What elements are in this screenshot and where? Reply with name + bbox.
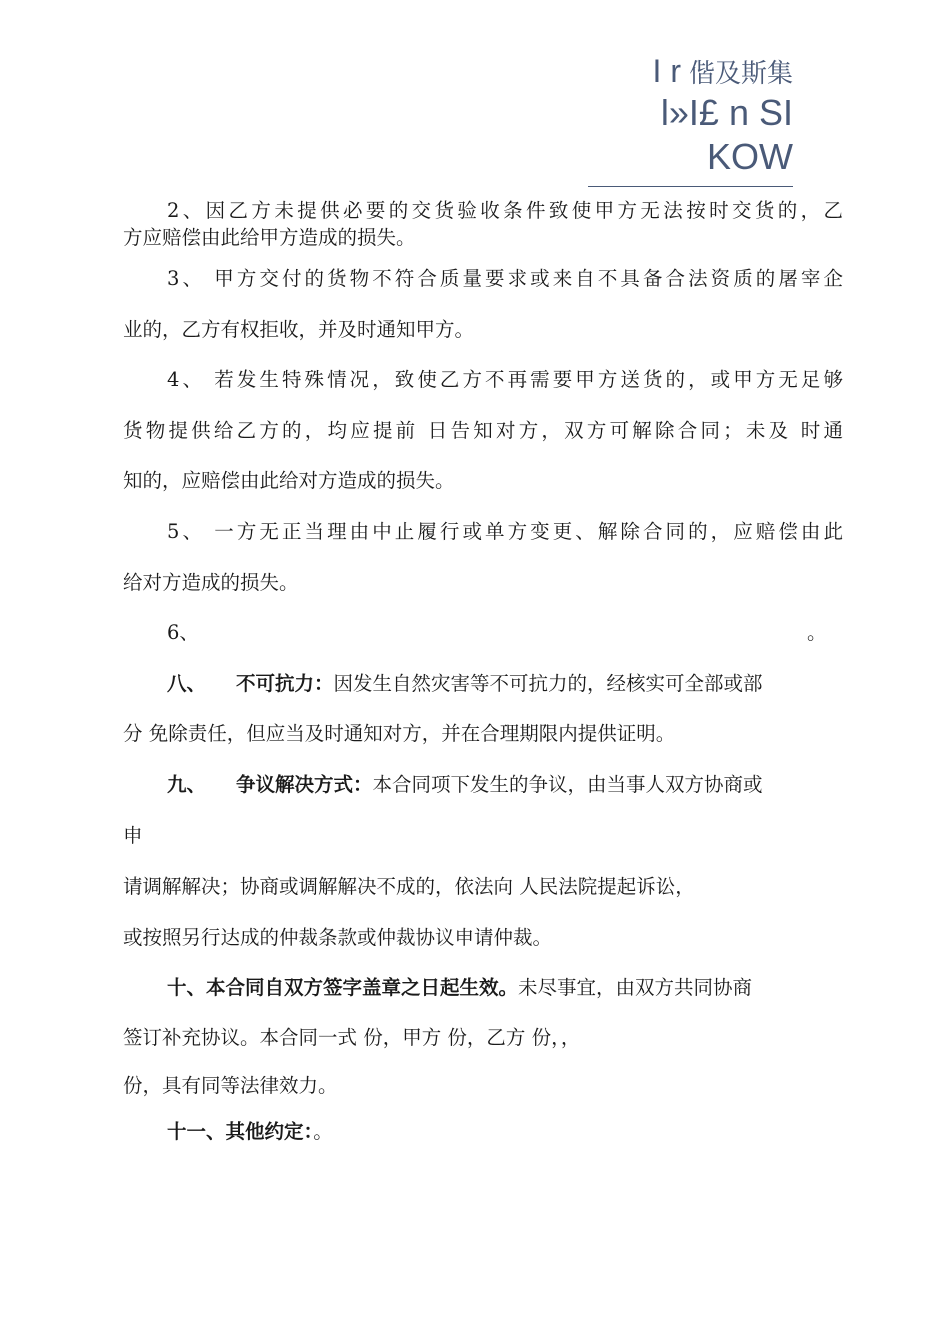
section-11-text: 。 — [313, 1120, 333, 1143]
clause-5-line-2: 给对方造成的损失。 — [123, 571, 299, 594]
section-8-line-1 — [123, 671, 843, 697]
section-9-line-3: 请调解解决；协商或调解解决不成的，依法向 人民法院提起诉讼， — [123, 875, 695, 898]
clause-3-line-2: 业的，乙方有权拒收，并及时通知甲方。 — [123, 318, 475, 341]
section-8-title: 不可抗力： — [236, 672, 334, 695]
logo-text-3: KOW — [707, 136, 793, 177]
section-11-line — [123, 1119, 843, 1145]
clause-4-line-1: 4、 若发生特殊情况，致使乙方不再需要甲方送货的，或甲方无足够 — [167, 368, 843, 391]
clause-6-end: 。 — [807, 621, 827, 644]
section-9-line-1 — [123, 772, 843, 798]
section-8-heading: 八、 — [167, 672, 207, 695]
clause-6 — [123, 620, 843, 646]
clause-6-number: 6、 — [167, 621, 199, 644]
logo-text-2: l»I£ n SI — [660, 92, 793, 133]
section-9-title: 争议解决方式： — [236, 773, 373, 796]
section-9-line-4: 或按照另行达成的仲裁条款或仲裁协议申请仲裁。 — [123, 926, 553, 949]
clause-4-line-2: 货物提供给乙方的，均应提前 日告知对方，双方可解除合同；未及 时通 — [123, 419, 843, 442]
clause-3-line-1: 3、 甲方交付的货物不符合质量要求或来自不具备合法资质的屠宰企 — [167, 267, 843, 290]
clause-2-line-1: 2、因乙方未提供必要的交货验收条件致使甲方无法按时交货的，乙 — [167, 199, 843, 222]
clause-4-line-3: 知的，应赔偿由此给对方造成的损失。 — [123, 469, 455, 492]
section-10-line-1 — [123, 975, 843, 1001]
logo-text-1a: I r — [652, 53, 681, 89]
section-9-text-1: 本合同项下发生的争议，由当事人双方协商或 — [372, 773, 763, 796]
clause-5-line-1: 5、 一方无正当理由中止履行或单方变更、解除合同的，应赔偿由此 — [167, 520, 843, 543]
clause-2-line-2: 方应赔偿由此给甲方造成的损失。 — [123, 226, 416, 249]
company-logo — [563, 55, 793, 181]
section-8-text-1: 因发生自然灾害等不可抗力的，经核实可全部或部 — [333, 672, 763, 695]
section-8-line-2: 分 免除责任，但应当及时通知对方，并在合理期限内提供证明。 — [123, 722, 676, 745]
logo-text-1b: 偕及斯集 — [688, 58, 793, 88]
section-11-title: 十一、其他约定： — [167, 1120, 314, 1143]
header-rule — [588, 186, 793, 187]
section-10-line-3: 份，具有同等法律效力。 — [123, 1074, 338, 1097]
section-10-title: 十、本合同自双方签字盖章之日起生效。 — [167, 976, 519, 999]
section-10-line-2: 签订补充协议。本合同一式 份，甲方 份，乙方 份，， — [123, 1026, 581, 1049]
section-10-text-1: 未尽事宜，由双方共同协商 — [518, 976, 753, 999]
section-9-line-2: 申 — [123, 824, 143, 847]
section-9-heading: 九、 — [167, 773, 207, 796]
